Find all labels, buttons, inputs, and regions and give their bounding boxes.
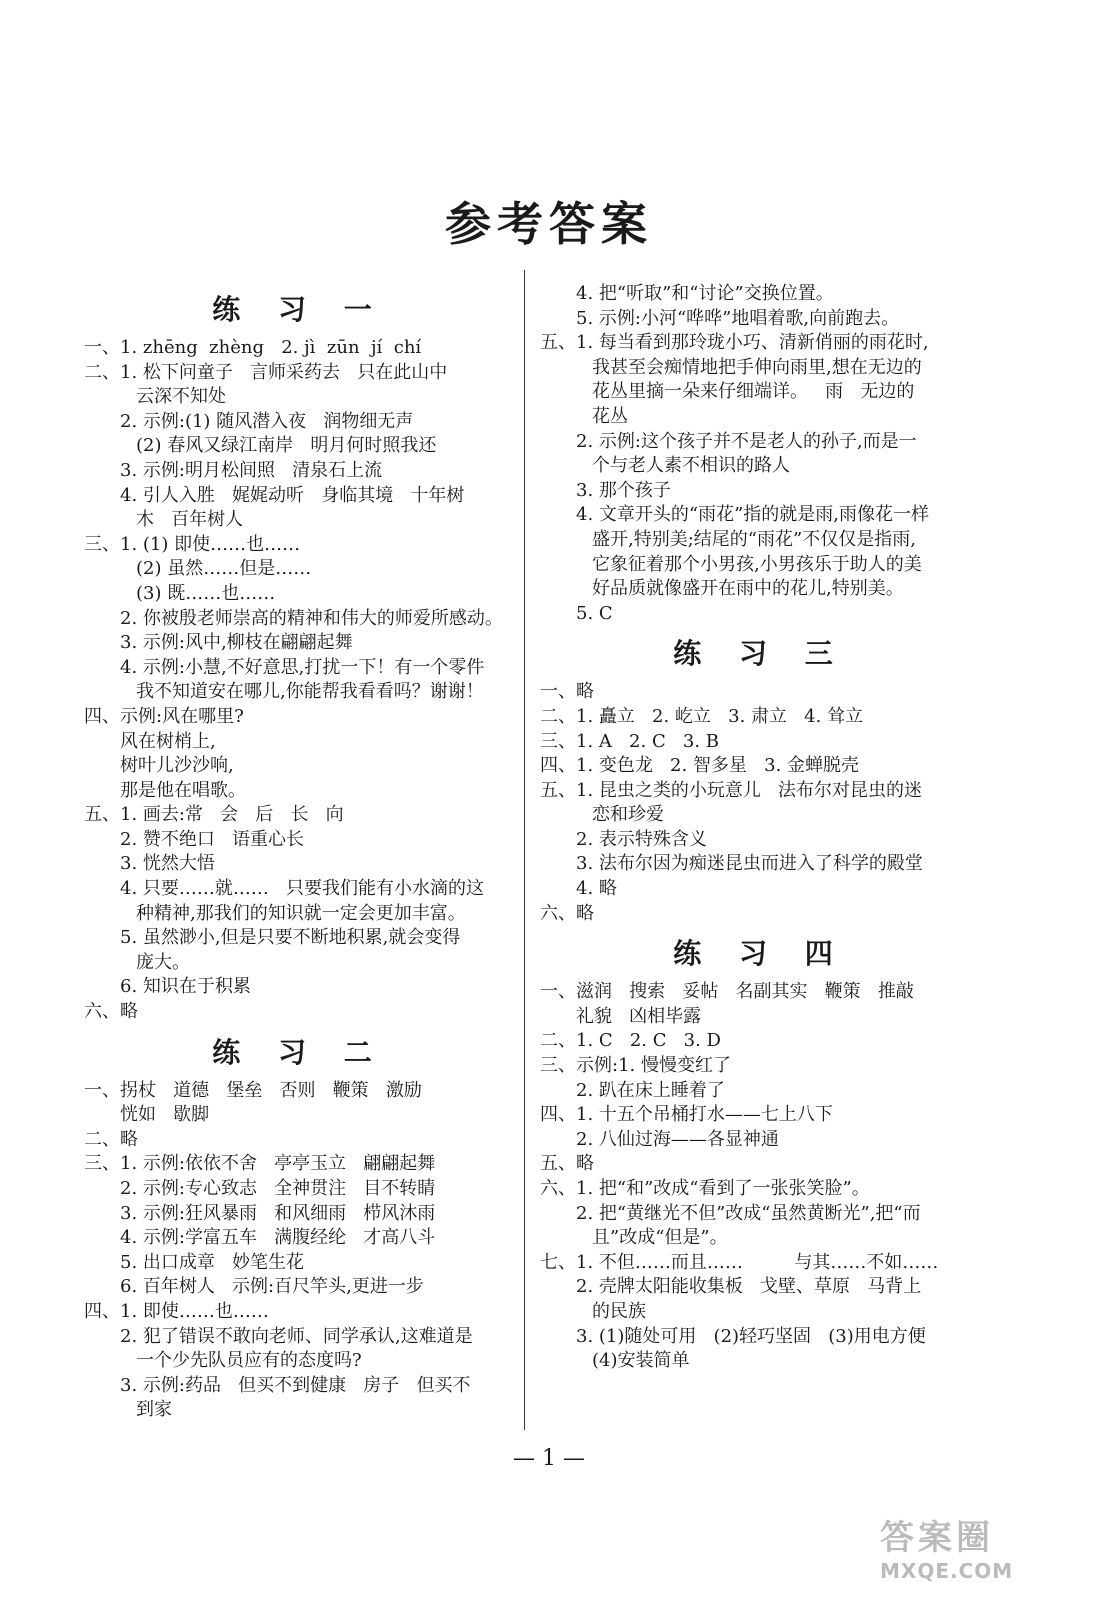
- answer-group-ex4: [540, 980, 980, 1374]
- answer-line: (4)安装简单: [592, 1350, 690, 1372]
- answer-line: 六、1. 把“和”改成“看到了一张张笑脸”。: [540, 1178, 870, 1199]
- answer-line: 3. 示例:药品 但买不到健康 房子 但买不: [120, 1374, 471, 1396]
- section-heading-ex2: 练 习 二: [212, 1035, 386, 1069]
- answer-line: 二、1. 松下问童子 言师采药去 只在此山中: [84, 361, 448, 383]
- page-title: 参考答案: [445, 197, 653, 251]
- answer-line: 2. 赞不绝口 语重心长: [120, 828, 305, 850]
- answer-line: 四、1. 十五个吊桶打水——七上八下: [540, 1104, 833, 1126]
- answer-line: 七、1. 不但……而且…… 与其……不如……: [540, 1251, 939, 1273]
- answer-line: 3. 法布尔因为痴迷昆虫而进入了科学的殿堂: [576, 853, 923, 875]
- answer-line: 恋和珍爱: [592, 804, 664, 826]
- answer-line: 六、略: [84, 1001, 138, 1023]
- answer-group-ex1: [84, 336, 514, 1025]
- answer-line: 2. 你被殷老师崇高的精神和伟大的师爱所感动。: [120, 607, 503, 629]
- answer-line: 2. 表示特殊含义: [576, 828, 707, 850]
- answer-line: 2. 壳牌太阳能收集板 戈壁、草原 马背上: [576, 1276, 922, 1298]
- answer-line: 三、1. A 2. C 3. B: [540, 730, 720, 752]
- answer-line: 五、1. 每当看到那玲珑小巧、清新俏丽的雨花时,: [540, 332, 929, 354]
- answer-line: 3. 示例:狂风暴雨 和风细雨 栉风沐雨: [120, 1202, 436, 1224]
- answer-line: 二、1. C 2. C 3. D: [540, 1030, 721, 1052]
- answer-line: 恍如 歇脚: [120, 1104, 210, 1126]
- answer-line: 花丛: [592, 405, 628, 427]
- answer-line: 它象征着那个小男孩,小男孩乐于助人的美: [592, 553, 922, 575]
- answer-line: 一、略: [540, 681, 594, 703]
- section-heading-ex4: 练 习 四: [673, 937, 847, 971]
- answer-line: 4. 把“听取”和“讨论”交换位置。: [576, 283, 834, 304]
- answer-line: 二、1. 矗立 2. 屹立 3. 肃立 4. 耸立: [540, 705, 864, 727]
- answer-line: (2) 虽然……但是……: [136, 558, 312, 580]
- answer-line: 2. 示例:专心致志 全神贯注 目不转睛: [120, 1178, 436, 1199]
- answer-group-ex2-continued: [540, 282, 980, 626]
- answer-line: 2. 示例:这个孩子并不是老人的孙子,而是一: [576, 430, 917, 452]
- answer-line: 三、示例:1. 慢慢变红了: [540, 1055, 731, 1077]
- answer-line: 6. 知识在于积累: [120, 976, 251, 998]
- answer-line: 好品质就像盛开在雨中的花儿,特别美。: [592, 578, 904, 600]
- answer-line: (2) 春风又绿江南岸 明月何时照我还: [136, 435, 437, 457]
- answer-line: 一、滋润 搜索 妥帖 名副其实 鞭策 推敲: [540, 981, 914, 1003]
- answer-line: 五、1. 昆虫之类的小玩意儿 法布尔对昆虫的迷: [540, 779, 923, 801]
- answer-line: 那是他在唱歌。: [120, 779, 246, 801]
- answer-line: 三、1. 示例:依依不舍 亭亭玉立 翩翩起舞: [84, 1153, 436, 1175]
- answer-line: 四、示例:风在哪里?: [84, 705, 244, 727]
- answer-line: 木 百年树人: [136, 509, 244, 531]
- answer-line: 风在树梢上,: [120, 730, 216, 752]
- answer-line: 2. 八仙过海——各显神通: [576, 1128, 779, 1150]
- answer-line: 3. 示例:明月松间照 清泉石上流: [120, 459, 383, 481]
- answer-line: 4. 只要……就…… 只要我们能有小水滴的这: [120, 878, 485, 900]
- answer-line: 4. 引人入胜 娓娓动听 身临其境 十年树: [120, 484, 465, 506]
- answer-line: 我甚至会痴情地把手伸向雨里,想在无边的: [592, 356, 922, 378]
- answer-line: 4. 文章开头的“雨花”指的就是雨,雨像花一样: [576, 504, 930, 526]
- page-number: — 1 —: [513, 1446, 585, 1471]
- answer-line: 3. 恍然大悟: [120, 853, 215, 875]
- answer-line: 庞大。: [136, 951, 190, 973]
- answer-line: 4. 略: [576, 878, 617, 900]
- answer-line: 2. 犯了错误不敢向老师、同学承认,这难道是: [120, 1325, 473, 1347]
- answer-line: 一、1. zhēng zhèng 2. jì zūn jí chí: [84, 337, 422, 358]
- answer-line: 的民族: [592, 1300, 646, 1322]
- answer-line: 礼貌 凶相毕露: [576, 1005, 702, 1027]
- answer-line: 2. 示例:(1) 随风潜入夜 润物细无声: [120, 410, 414, 432]
- answer-line: 花丛里摘一朵来仔细端详。 雨 无边的: [592, 381, 915, 403]
- answer-group-ex3: [540, 680, 980, 926]
- answer-line: 六、略: [540, 902, 594, 924]
- answer-line: 2. 趴在床上睡着了: [576, 1079, 725, 1101]
- answer-line: 三、1. (1) 即使……也……: [84, 533, 301, 555]
- answer-line: 且”改成“但是”。: [592, 1227, 728, 1249]
- answer-group-ex2: [84, 1079, 514, 1423]
- answer-line: 二、略: [84, 1128, 138, 1150]
- answer-line: 个与老人素不相识的路人: [592, 455, 790, 477]
- answer-line: 五、略: [540, 1153, 594, 1175]
- watermark-logo: [880, 1510, 1080, 1590]
- answer-line: 3. (1)随处可用 (2)轻巧坚固 (3)用电方便: [576, 1325, 926, 1347]
- answer-line: 五、1. 画去:常 会 后 长 向: [84, 804, 344, 826]
- answer-line: 云深不知处: [136, 386, 226, 408]
- answer-line: 四、1. 变色龙 2. 智多星 3. 金蝉脱壳: [540, 755, 860, 777]
- answer-line: 四、1. 即使……也……: [84, 1300, 269, 1322]
- answer-line: 到家: [136, 1399, 172, 1421]
- answer-line: 3. 那个孩子: [576, 479, 671, 501]
- answer-line: 4. 示例:小慧,不好意思,打扰一下！有一个零件: [120, 656, 485, 678]
- answer-line: 5. 虽然渺小,但是只要不断地积累,就会变得: [120, 927, 461, 949]
- answer-line: 种精神,那我们的知识就一定会更加丰富。: [136, 902, 466, 924]
- answer-line: 一、拐杖 道德 堡垒 否则 鞭策 激励: [84, 1079, 422, 1101]
- section-heading-ex1: 练 习 一: [212, 293, 386, 326]
- answer-line: 5. 出口成章 妙笔生花: [120, 1251, 305, 1273]
- answer-line: 树叶儿沙沙响,: [120, 755, 234, 777]
- column-divider: [524, 270, 525, 1430]
- answer-line: 4. 示例:学富五车 满腹经纶 才高八斗: [120, 1227, 436, 1249]
- answer-line: 2. 把“黄继光不但”改成“虽然黄断光”,把“而: [576, 1202, 921, 1224]
- answer-line: (3) 既……也……: [136, 582, 276, 604]
- answer-line: 5. C: [576, 602, 613, 624]
- left-column: [84, 282, 514, 1423]
- answer-line: 3. 示例:风中,柳枝在翩翩起舞: [120, 632, 353, 654]
- answer-line: 我不知道安在哪儿,你能帮我看看吗？谢谢！: [136, 681, 484, 703]
- watermark-text: 答案圈: [880, 1518, 994, 1558]
- section-heading-ex3: 练 习 三: [673, 637, 847, 671]
- watermark-url: MXQE.COM: [880, 1559, 1014, 1583]
- right-column: [540, 282, 980, 1374]
- answer-line: 5. 示例:小河“哗哗”地唱着歌,向前跑去。: [576, 307, 900, 329]
- answer-line: 6. 百年树人 示例:百尺竿头,更进一步: [120, 1276, 424, 1298]
- answer-line: 盛开,特别美;结尾的“雨花”不仅仅是指雨,: [592, 528, 916, 550]
- answer-line: 一个少先队员应有的态度吗?: [136, 1350, 362, 1372]
